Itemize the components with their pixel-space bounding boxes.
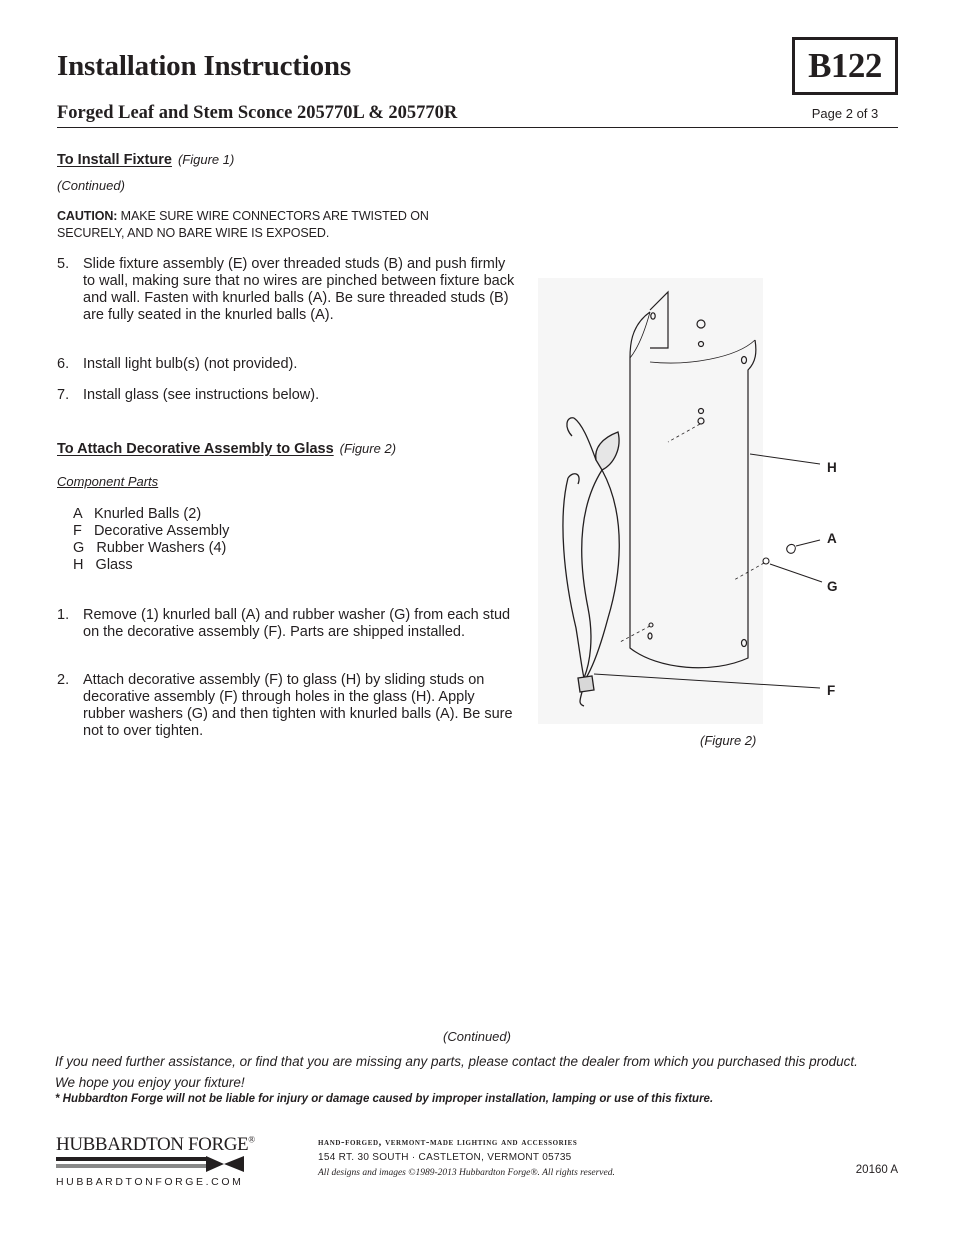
figure-2-illustration: [538, 278, 898, 724]
brand-registered-mark: ®: [248, 1134, 255, 1145]
header-divider: [57, 127, 898, 128]
component-parts-list: [73, 506, 229, 574]
product-subtitle: Forged Leaf and Stem Sconce 205770L & 205770R: [57, 103, 458, 123]
enjoy-line: We hope you enjoy your fixture!: [55, 1075, 245, 1090]
document-title: Installation Instructions: [57, 50, 351, 82]
step-text: Install glass (see instructions below).: [83, 387, 320, 403]
continued-note: (Continued): [443, 1029, 511, 1044]
step-number: 2.: [57, 672, 70, 688]
install-fixture-title: To Install Fixture: [57, 152, 172, 168]
install-fixture-heading: [57, 152, 234, 168]
product-code: B122: [808, 46, 882, 85]
component-part: F Decorative Assembly: [73, 523, 230, 539]
component-part: H Glass: [73, 557, 133, 573]
install-fixture-figure-ref: (Figure 1): [177, 152, 235, 167]
attach-assembly-title: To Attach Decorative Assembly to Glass: [57, 441, 334, 457]
brand-website: HUBBARDTONFORGE.COM: [56, 1176, 244, 1188]
install-fixture-continued: (Continued): [57, 178, 125, 193]
figure-backdrop: [538, 278, 763, 724]
install-step: [57, 387, 517, 404]
step-text: Attach decorative assembly (F) to glass (H) by sliding studs on decorative assembly (F) through holes in the glass (H). Apply rubber washers (G) and then tighten with knurled balls (A). Be sure not to over tighten.: [83, 672, 513, 739]
step-number: 7.: [57, 387, 70, 403]
step-number: 6.: [57, 356, 70, 372]
step-number: 1.: [57, 607, 70, 623]
document-number: 20160 A: [855, 1164, 898, 1176]
install-step: [57, 356, 517, 373]
callout-label-a: A: [827, 531, 837, 546]
caution-label: CAUTION:: [57, 209, 118, 223]
page-number: Page 2 of 3: [811, 106, 879, 121]
caution-text: MAKE SURE WIRE CONNECTORS ARE TWISTED ON SECURELY, AND NO BARE WIRE IS EXPOSED.: [57, 209, 429, 240]
assistance-note: [55, 1051, 905, 1093]
assistance-line: If you need further assistance, or find that you are missing any parts, please contact the dealer from which you purchased this product.: [55, 1054, 858, 1069]
component-part: G Rubber Washers (4): [73, 540, 227, 556]
callout-label-f: F: [827, 683, 836, 698]
company-address: 154 RT. 30 SOUTH · CASTLETON, VERMONT 05735: [318, 1152, 572, 1163]
brand-logo-text: [56, 1134, 255, 1156]
step-text: Install light bulb(s) (not provided).: [83, 356, 298, 372]
install-step: [57, 256, 517, 324]
attach-assembly-figure-ref: (Figure 2): [339, 441, 397, 456]
callout-label-h: H: [827, 460, 837, 475]
caution-note: [57, 208, 497, 242]
copyright-notice: All designs and images ©1989-2013 Hubbardton Forge®. All rights reserved.: [318, 1168, 615, 1178]
brand-forge-bar-icon: [56, 1155, 246, 1173]
product-code-box: [792, 37, 898, 95]
step-number: 5.: [57, 256, 70, 272]
brand-name: HUBBARDTON FORGE: [56, 1134, 249, 1155]
step-text: Remove (1) knurled ball (A) and rubber washer (G) from each stud on the decorative assembly (F). Parts are shipped installed.: [83, 607, 511, 640]
company-tagline: hand-forged, vermont-made lighting and accessories: [318, 1137, 578, 1148]
component-part: A Knurled Balls (2): [73, 506, 202, 522]
liability-disclaimer: * Hubbardton Forge will not be liable for injury or damage caused by improper installation, lamping or use of this fixture.: [55, 1093, 714, 1105]
step-text: Slide fixture assembly (E) over threaded studs (B) and push firmly to wall, making sure that no wires are pinched between fixture back and wall. Fasten with knurled balls (A). Be sure threaded studs (B) are fully seated in the knurled balls (A).: [83, 256, 515, 323]
figure-2-caption: (Figure 2): [700, 733, 757, 748]
attach-step: [57, 607, 517, 641]
component-parts-heading: Component Parts: [57, 474, 159, 489]
attach-assembly-heading: [57, 441, 396, 457]
callout-label-g: G: [827, 579, 838, 594]
attach-step: [57, 672, 517, 740]
